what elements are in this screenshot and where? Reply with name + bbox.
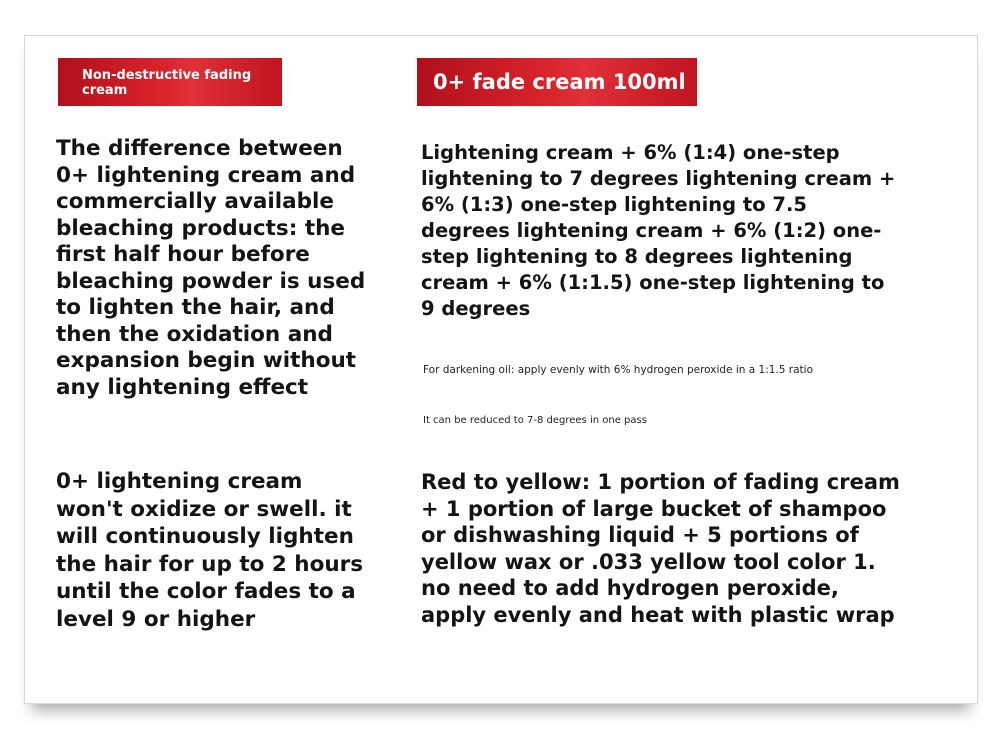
reduction-note: It can be reduced to 7-8 degrees in one pass: [423, 415, 647, 426]
comparison-paragraph: The difference between 0+ lightening cream and commercially available bleaching products: the first half hour before bleaching powder is used to lighten the hair, and then the oxidation and expansion begin without any lightening effect: [56, 136, 366, 400]
red-to-yellow-paragraph: Red to yellow: 1 portion of fading cream + 1 portion of large bucket of shampoo or dishwashing liquid + 5 portions of yellow wax or .033 yellow tool color 1. no need to add hydrogen peroxide, apply evenly and heat with plastic wrap: [421, 470, 900, 627]
product-info-card: [24, 35, 978, 704]
non-destructive-tag: Non-destructive fading cream: [58, 58, 282, 106]
lightening-ratios-paragraph: Lightening cream + 6% (1:4) one-step lightening to 7 degrees lightening cream + 6% (1:3) one-step lightening to 7.5 degrees lightening cream + 6% (1:2) one-step lightening to 8 degrees lightening cream + 6% (1:1.5) one-step lightening to 9 degrees: [421, 141, 896, 320]
product-title-tag: 0+ fade cream 100ml: [417, 58, 697, 106]
darkening-oil-note: For darkening oil: apply evenly with 6% hydrogen peroxide in a 1:1.5 ratio: [423, 364, 814, 376]
continuous-lightening-paragraph: 0+ lightening cream won't oxidize or swell. it will continuously lighten the hair for up to 2 hours until the color fades to a level 9 or higher: [56, 469, 364, 632]
